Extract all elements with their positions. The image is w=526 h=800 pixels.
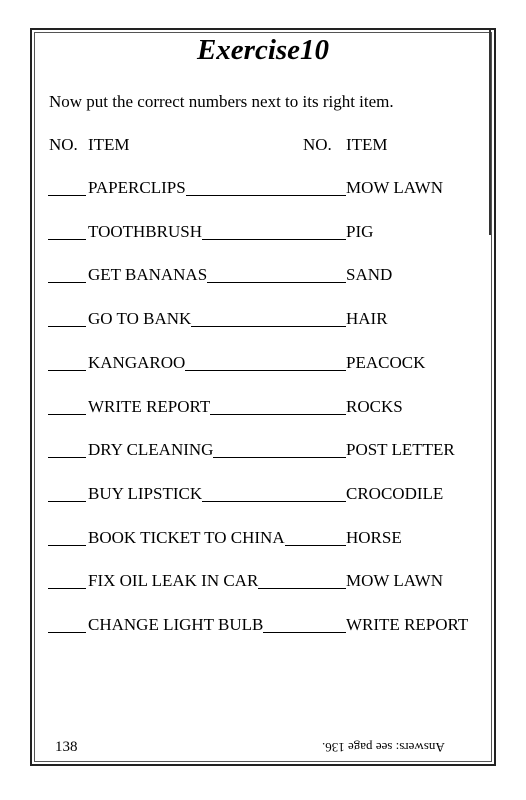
page-title: Exercise10 [196,34,330,66]
number-blank[interactable] [48,588,86,589]
list-item [0,351,526,375]
list-item [0,569,526,593]
number-blank[interactable] [48,370,86,371]
number-blank[interactable] [48,282,86,283]
right-item-label: PEACOCK [346,352,426,372]
left-no-header: NO. [49,135,78,154]
right-item-label: SAND [346,265,393,285]
connector-line [202,501,346,502]
number-blank[interactable] [48,457,86,458]
connector-line [263,632,346,633]
number-blank[interactable] [48,632,86,633]
right-item-label: CROCODILE [346,483,444,503]
list-item [0,176,526,200]
left-item-label: PAPERCLIPS [88,178,186,197]
answers-note: Answers: see page 136. [322,740,445,755]
list-item [0,263,526,287]
list-item [0,395,526,419]
connector-line [207,282,346,283]
number-blank[interactable] [48,195,86,196]
list-item [0,613,526,637]
right-item-label: ROCKS [346,396,403,416]
list-item [0,438,526,462]
left-item-label: BOOK TICKET TO CHINA [88,527,285,547]
number-blank[interactable] [48,239,86,240]
instruction-text: Now put the correct numbers next to its right item. [49,92,394,111]
connector-line [210,414,346,415]
right-item-label: HORSE [346,527,402,547]
connector-line [186,195,346,196]
right-no-header: NO. [303,135,332,154]
connector-line [202,239,346,240]
left-item-label: GET BANANAS [88,265,208,285]
right-item-header: ITEM [346,135,388,154]
connector-line [258,588,346,589]
connector-line [185,370,346,371]
right-item-label: HAIR [346,309,388,329]
column-headers [0,134,526,156]
left-item-label: BUY LIPSTICK [88,483,203,503]
right-item-label: WRITE REPORT [346,615,469,634]
list-item [0,482,526,506]
list-item [0,526,526,550]
left-item-label: TOOTHBRUSH [88,221,202,241]
number-blank[interactable] [48,501,86,502]
left-item-label: FIX OIL LEAK IN CAR [88,571,259,591]
number-blank[interactable] [48,326,86,327]
left-item-label: CHANGE LIGHT BULB [88,615,264,634]
right-item-label: MOW LAWN [346,571,444,591]
right-item-label: MOW LAWN [346,178,444,197]
list-item [0,307,526,331]
right-item-label: POST LETTER [346,440,455,460]
connector-line [191,326,346,327]
connector-line [213,457,346,458]
left-item-header: ITEM [88,135,130,154]
left-item-label: KANGAROO [88,352,186,372]
left-item-label: WRITE REPORT [88,396,211,416]
number-blank[interactable] [48,545,86,546]
left-item-label: GO TO BANK [88,309,192,329]
number-blank[interactable] [48,414,86,415]
page-number: 138 [55,739,78,755]
left-item-label: DRY CLEANING [88,440,214,460]
right-item-label: PIG [346,221,374,241]
connector-line [285,545,346,546]
list-item [0,220,526,244]
